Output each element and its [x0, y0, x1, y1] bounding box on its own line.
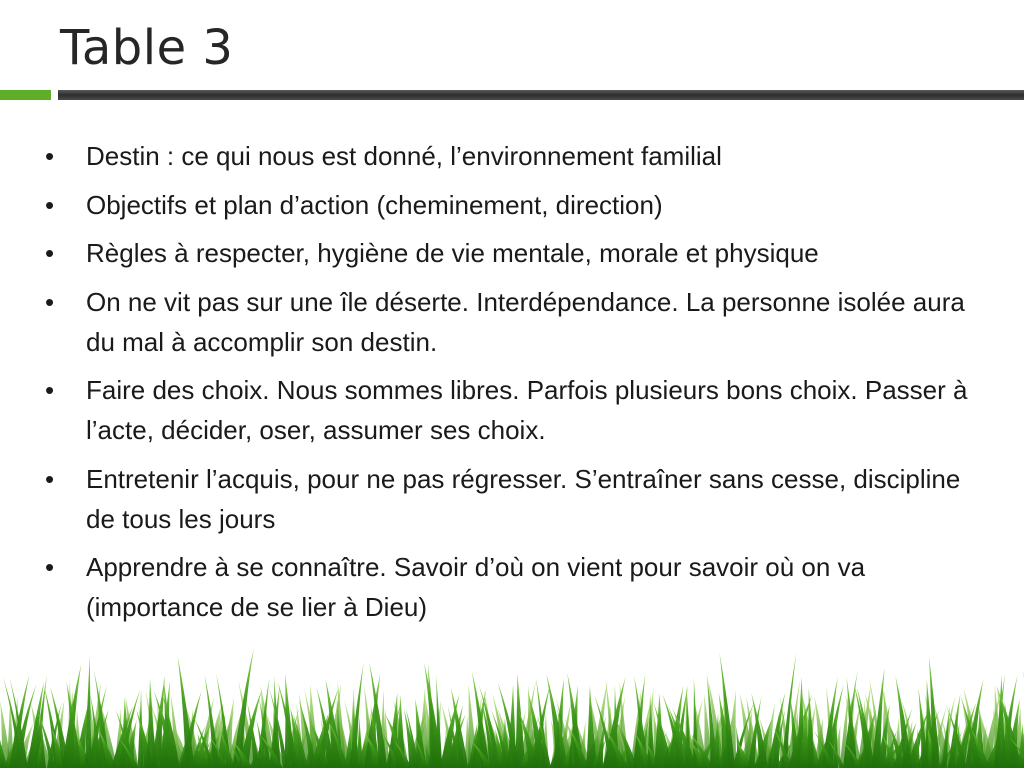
bullet-dot: • [45, 463, 55, 494]
bullet-item [45, 370, 985, 450]
bullet-dot: • [45, 141, 55, 171]
title-accent-green-bar [0, 90, 51, 100]
bullet-dot: • [45, 552, 55, 582]
grass-blades-front [0, 648, 1024, 768]
slide-title: Table 3 [60, 20, 234, 76]
bullet-dot: • [45, 286, 55, 317]
title-underline-bar [58, 90, 1024, 100]
bullet-dot: • [45, 238, 55, 268]
bullet-text: On ne vit pas sur une île déserte. Interdépendance. La personne isolée aura du mal à accomplir son destin. [86, 286, 965, 357]
grass-border-icon [0, 638, 1024, 768]
bullet-text: Apprendre à se connaître. Savoir d’où on vient pour savoir où on va (importance de se lier à Dieu) [86, 552, 866, 622]
bullet-item [45, 459, 985, 539]
bullet-item [45, 282, 985, 362]
bullet-text: Faire des choix. Nous sommes libres. Parfois plusieurs bons choix. Passer à l’acte, décider, oser, assumer ses choix. [86, 375, 968, 445]
grass-blade [40, 710, 46, 768]
bullet-item [45, 547, 985, 627]
bullet-item [45, 136, 985, 176]
bullet-text: Objectifs et plan d’action (cheminement, direction) [86, 189, 663, 220]
bullet-dot: • [45, 189, 55, 220]
bullet-dot: • [45, 375, 55, 405]
bullet-text: Règles à respecter, hygiène de vie mentale, morale et physique [86, 238, 819, 268]
bullet-list [45, 136, 985, 636]
bullet-item [45, 185, 985, 225]
bullet-item [45, 233, 985, 273]
bullet-text: Entretenir l’acquis, pour ne pas régresser. S’entraîner sans cesse, discipline de tous les jours [86, 463, 961, 534]
grass-blade [436, 675, 442, 768]
bullet-text: Destin : ce qui nous est donné, l’environnement familial [86, 141, 722, 171]
